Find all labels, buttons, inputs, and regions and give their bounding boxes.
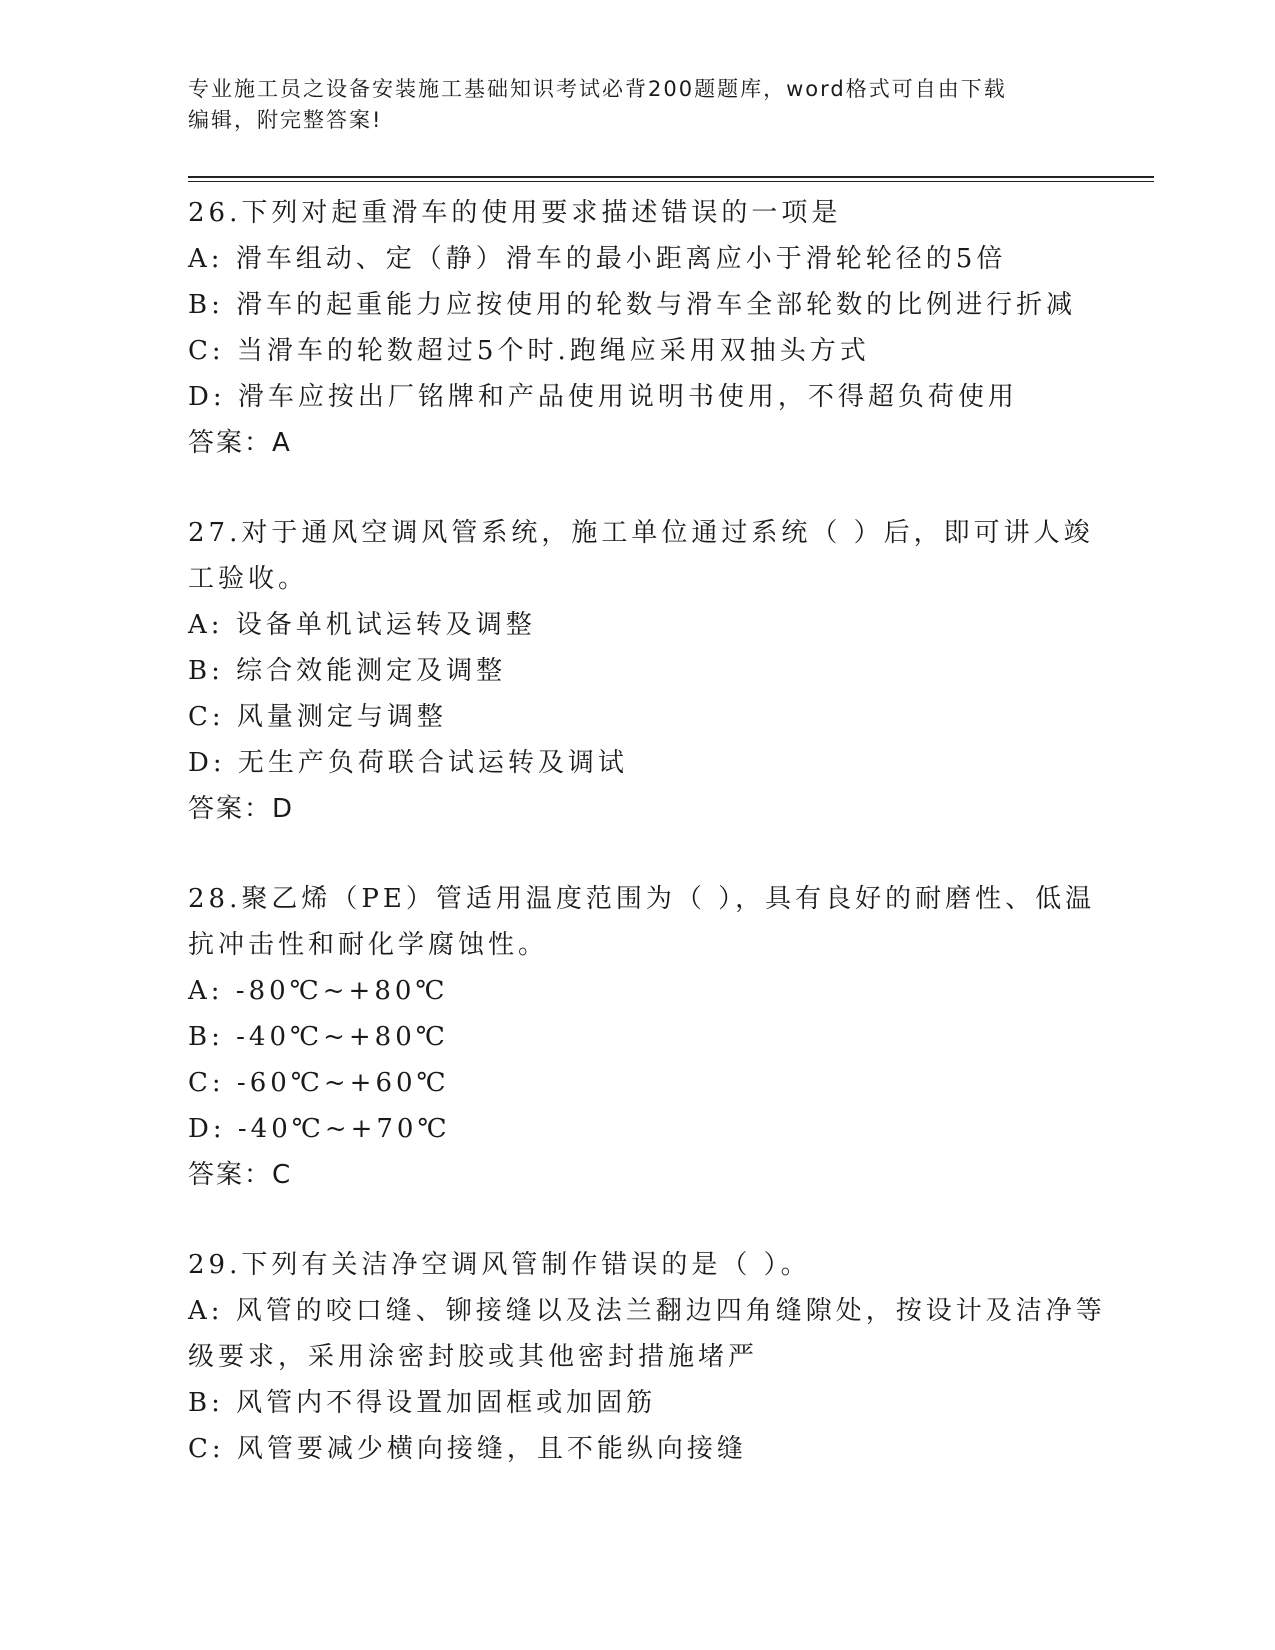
option-d: D: 滑车应按出厂铭牌和产品使用说明书使用，不得超负荷使用 [188, 382, 1018, 412]
header-line-1: 专业施工员之设备安装施工基础知识考试必背200题题库，word格式可自由下载 [188, 77, 1007, 101]
option-d: D: -40℃~+70℃ [188, 1114, 451, 1144]
header-line-2: 编辑，附完整答案! [188, 108, 383, 132]
option-c: C: 风管要减少横向接缝，且不能纵向接缝 [188, 1434, 747, 1464]
question-stem: 27.对于通风空调风管系统，施工单位通过系统（ ）后，即可讲人竣 [188, 518, 1094, 548]
question-27 [188, 510, 1094, 832]
option-b: B: 滑车的起重能力应按使用的轮数与滑车全部轮数的比例进行折减 [188, 290, 1077, 320]
option-b: B: 风管内不得设置加固框或加固筋 [188, 1388, 657, 1418]
option-b: B: 综合效能测定及调整 [188, 656, 507, 686]
option-b: B: -40℃~+80℃ [188, 1022, 449, 1052]
question-stem: 29.下列有关洁净空调风管制作错误的是（ ）。 [188, 1250, 811, 1280]
option-c: C: 风量测定与调整 [188, 702, 447, 732]
question-list [188, 190, 1106, 1516]
answer: 答案：D [188, 794, 295, 824]
question-stem: 26.下列对起重滑车的使用要求描述错误的一项是 [188, 198, 842, 228]
header-rule-thin [188, 181, 1154, 182]
answer: 答案：A [188, 428, 292, 458]
option-c: C: 当滑车的轮数超过5个时.跑绳应采用双抽头方式 [188, 336, 870, 366]
option-d: D: 无生产负荷联合试运转及调试 [188, 748, 628, 778]
option-a: A: 设备单机试运转及调整 [188, 610, 536, 640]
question-28 [188, 876, 1096, 1198]
question-26 [188, 190, 1088, 466]
answer: 答案：C [188, 1160, 293, 1190]
question-stem-continued: 抗冲击性和耐化学腐蚀性。 [188, 930, 549, 960]
document-header [188, 74, 1068, 136]
question-stem: 28.聚乙烯（PE）管适用温度范围为（ ），具有良好的耐磨性、低温 [188, 884, 1096, 914]
option-a: A: -80℃~+80℃ [188, 976, 449, 1006]
question-29 [188, 1242, 1106, 1472]
question-stem-continued: 工验收。 [188, 564, 309, 594]
option-a-continued: 级要求，采用涂密封胶或其他密封措施堵严 [188, 1342, 759, 1372]
option-c: C: -60℃~+60℃ [188, 1068, 450, 1098]
option-a: A: 滑车组动、定（静）滑车的最小距离应小于滑轮轮径的5倍 [188, 244, 1007, 274]
option-a: A: 风管的咬口缝、铆接缝以及法兰翻边四角缝隙处，按设计及洁净等 [188, 1296, 1106, 1326]
header-rule-thick [188, 176, 1154, 178]
